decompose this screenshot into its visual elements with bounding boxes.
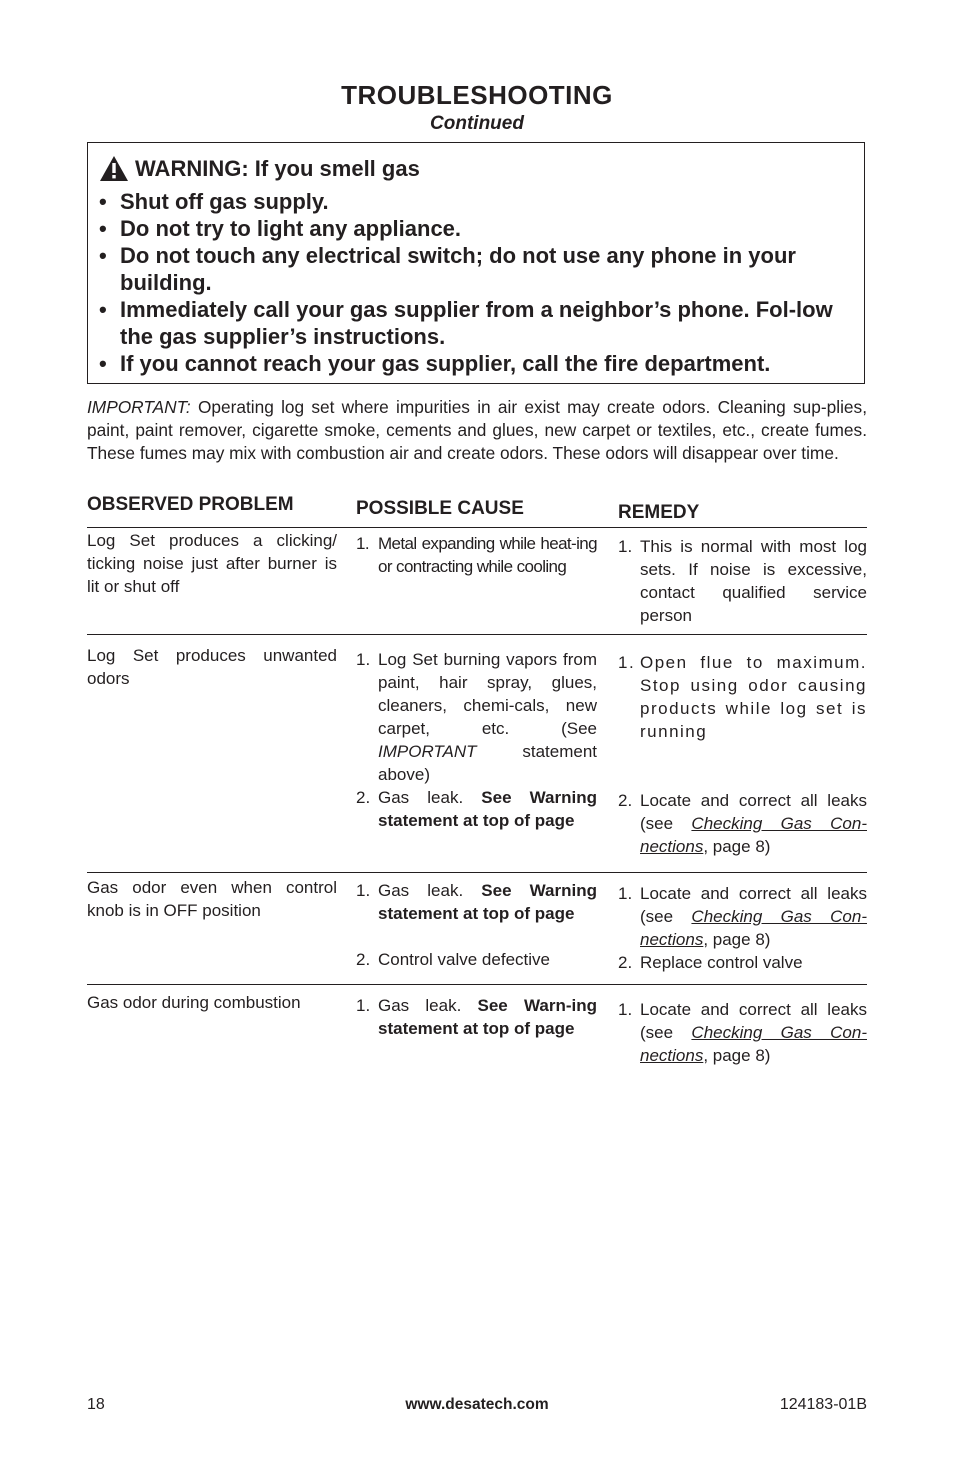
warning-item: • Immediately call your gas supplier from a neighbor’s phone. Fol-low the gas supplier’s instructions. — [99, 297, 833, 349]
warning-item: • Do not try to light any appliance. — [99, 216, 462, 241]
page-subtitle: Continued — [430, 113, 524, 134]
checking-gas-connections-link[interactable]: Checking Gas Con-nections — [640, 814, 867, 856]
checking-gas-connections-link[interactable]: Checking Gas Con-nections — [640, 907, 867, 949]
table-rule — [87, 872, 867, 873]
remedy-item: 1. Open flue to maximum. Stop using odor causing products while log set is running — [618, 653, 867, 741]
cause-item: 1. Metal expanding while heat-ing or contracting while cooling — [356, 534, 597, 576]
cause-item: 2. Control valve defective — [356, 950, 550, 969]
cause-cell — [356, 879, 597, 925]
page-number: 18 — [87, 1396, 105, 1413]
remedy-item: 1. Locate and correct all leaks (see Checking Gas Con-nections, page 8) — [618, 1000, 867, 1065]
problem-cell: Gas odor during combustion — [87, 993, 301, 1012]
table-rule — [87, 984, 867, 985]
website-link[interactable]: www.desatech.com — [405, 1396, 549, 1413]
page-title: TROUBLESHOOTING — [341, 80, 613, 110]
warning-item: • Do not touch any electrical switch; do not use any phone in your building. — [99, 243, 796, 295]
table-rule — [87, 634, 867, 635]
warning-heading — [99, 155, 420, 182]
column-header-cause: POSSIBLE CAUSE — [356, 498, 524, 519]
cause-cell — [356, 948, 597, 971]
cause-item: 1. Log Set burning vapors from paint, hair spray, glues, cleaners, chemi-cals, new carpet, etc. (See IMPORTANT statement above) — [356, 650, 597, 784]
warning-heading-text: WARNING: If you smell gas — [135, 155, 420, 181]
remedy-cell — [618, 535, 867, 627]
warning-item: • If you cannot reach your gas supplier, call the fire department. — [99, 351, 771, 376]
document-number: 124183-01B — [779, 1396, 867, 1413]
checking-gas-connections-link[interactable]: Checking Gas Con-nections — [640, 1023, 867, 1065]
problem-cell: Gas odor even when control knob is in OFF position — [87, 878, 337, 920]
problem-cell: Log Set produces a clicking/ ticking noise just after burner is lit or shut off — [87, 531, 337, 596]
cause-item: 2. Gas leak. See Warning statement at top of page — [356, 788, 597, 830]
important-text: Operating log set where impurities in air exist may create odors. Cleaning sup-plies, paint, paint remover, cigarette smoke, cements and glues, new carpet or textiles, etc., create fumes. These fumes may mix with combustion air and create odors. These odors will disappear over time. — [87, 397, 867, 463]
remedy-cell — [618, 882, 867, 974]
problem-cell: Log Set produces unwanted odors — [87, 646, 337, 688]
warning-triangle-icon — [99, 155, 129, 182]
cause-cell — [356, 648, 597, 832]
remedy-item: 1. This is normal with most log sets. If noise is excessive, contact qualified service person — [618, 537, 867, 625]
remedy-item: 2. Locate and correct all leaks (see Checking Gas Con-nections, page 8) — [618, 791, 867, 856]
column-header-problem: OBSERVED PROBLEM — [87, 494, 294, 515]
remedy-cell — [618, 998, 867, 1067]
important-lead: IMPORTANT: — [87, 397, 191, 417]
remedy-item: 2. Replace control valve — [618, 953, 803, 972]
warning-box — [87, 142, 865, 384]
remedy-cell — [618, 651, 867, 743]
remedy-cell — [618, 789, 867, 858]
important-note — [87, 396, 867, 465]
cause-cell — [356, 994, 597, 1040]
remedy-item: 1. Locate and correct all leaks (see Checking Gas Con-nections, page 8) — [618, 884, 867, 949]
table-rule — [87, 527, 867, 528]
warning-list — [99, 188, 859, 377]
warning-item: • Shut off gas supply. — [99, 189, 329, 214]
cause-item: 1. Gas leak. See Warn-ing statement at top of page — [356, 996, 597, 1038]
cause-item: 1. Gas leak. See Warning statement at top of page — [356, 881, 597, 923]
cause-cell — [356, 532, 597, 578]
column-header-remedy: REMEDY — [618, 502, 700, 523]
